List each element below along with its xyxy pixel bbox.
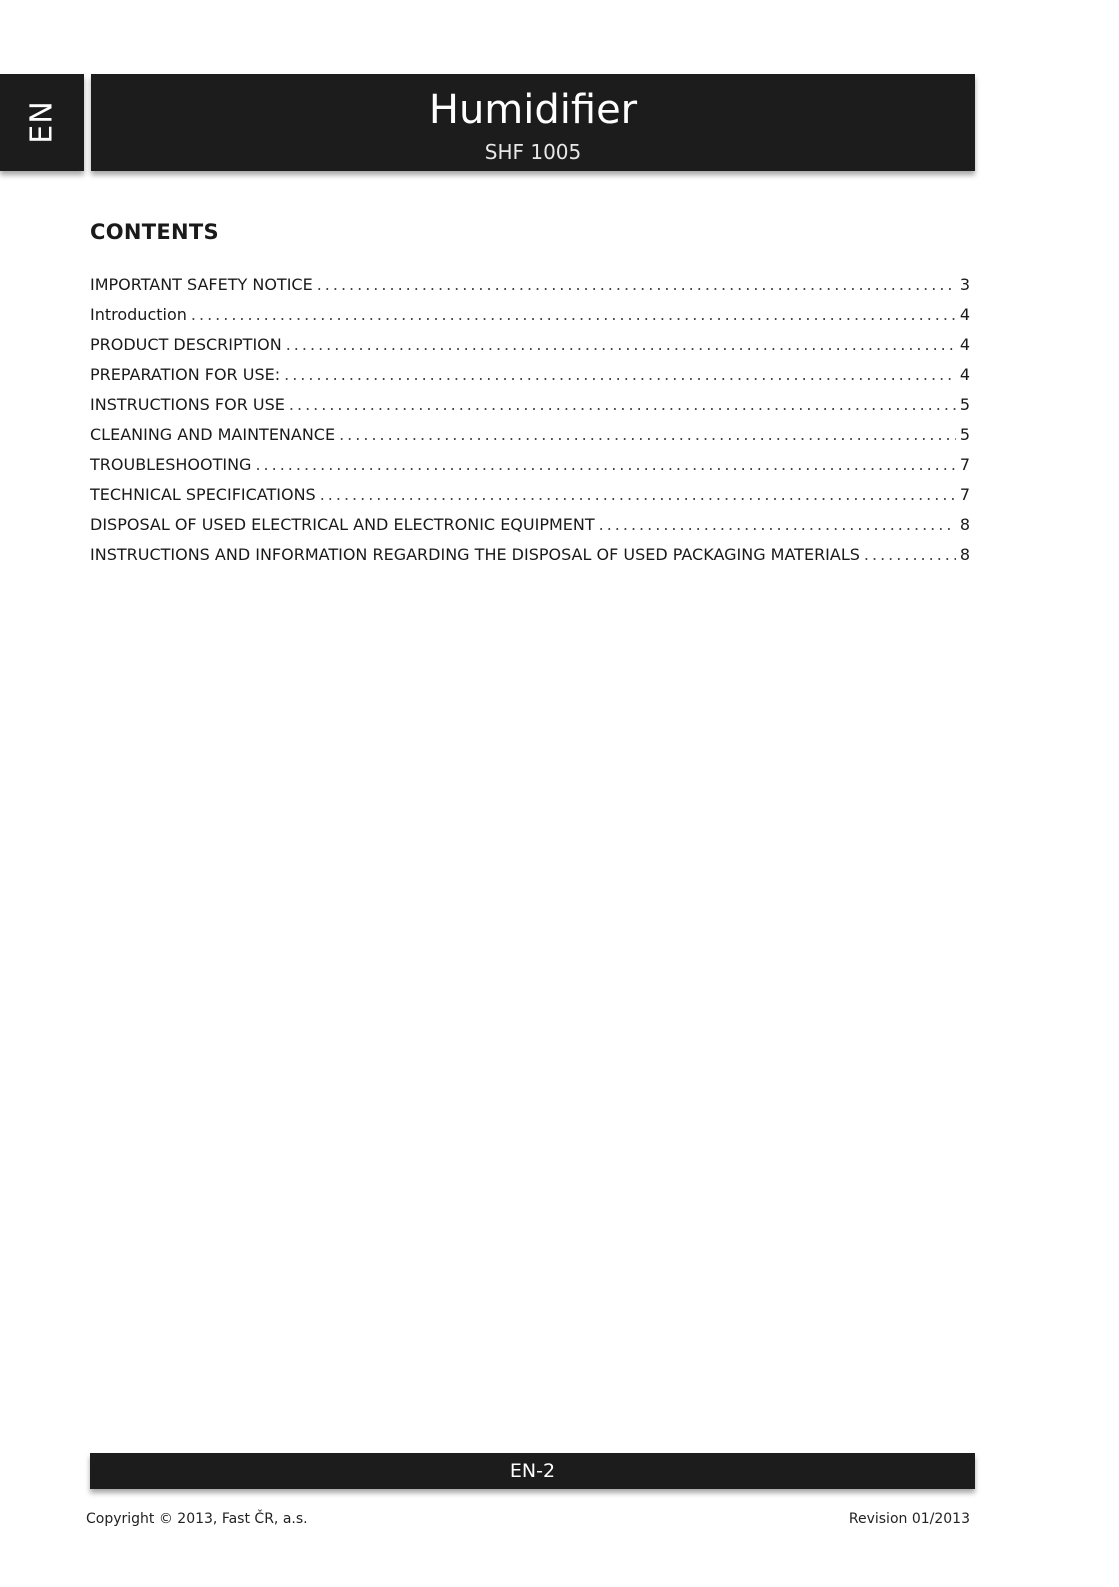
- toc-entry-page: 8: [959, 515, 970, 534]
- page-number: EN-2: [509, 1460, 556, 1482]
- toc-entry-page: 4: [959, 335, 970, 354]
- toc-dot-leader: [320, 480, 956, 510]
- toc-entry-page: 5: [959, 395, 970, 414]
- header-bar: [91, 74, 975, 171]
- toc-entry-page: 7: [959, 455, 970, 474]
- toc-dot-leader: [289, 390, 956, 420]
- toc-entry-title: PRODUCT DESCRIPTION: [90, 335, 282, 354]
- toc-dot-leader: [284, 360, 956, 390]
- table-of-contents: [90, 270, 970, 570]
- toc-dot-leader: [191, 300, 956, 330]
- toc-entry-title: TECHNICAL SPECIFICATIONS: [90, 485, 316, 504]
- toc-entry[interactable]: [90, 330, 970, 360]
- toc-dot-leader: [317, 270, 956, 300]
- toc-entry[interactable]: [90, 510, 970, 540]
- toc-entry-title: TROUBLESHOOTING: [90, 455, 252, 474]
- toc-entry[interactable]: [90, 270, 970, 300]
- toc-entry-page: 4: [959, 365, 970, 384]
- toc-dot-leader: [286, 330, 956, 360]
- toc-entry-title: INSTRUCTIONS AND INFORMATION REGARDING THE DISPOSAL OF USED PACKAGING MATERIALS: [90, 545, 860, 564]
- toc-entry-page: 7: [959, 485, 970, 504]
- toc-entry-title: DISPOSAL OF USED ELECTRICAL AND ELECTRONIC EQUIPMENT: [90, 515, 595, 534]
- toc-entry[interactable]: [90, 450, 970, 480]
- language-tab-label: EN: [24, 100, 60, 144]
- toc-dot-leader: [255, 450, 955, 480]
- footer-page-bar: [90, 1453, 975, 1489]
- toc-dot-leader: [339, 420, 956, 450]
- document-title: Humidifier: [428, 87, 638, 133]
- toc-entry[interactable]: [90, 540, 970, 570]
- toc-entry-title: IMPORTANT SAFETY NOTICE: [90, 275, 313, 294]
- document-model: SHF 1005: [484, 140, 582, 164]
- toc-entry-page: 8: [959, 545, 970, 564]
- toc-entry[interactable]: [90, 360, 970, 390]
- contents-heading: CONTENTS: [90, 220, 219, 244]
- toc-entry-page: 5: [959, 425, 970, 444]
- toc-dot-leader: [599, 510, 956, 540]
- toc-entry-title: Introduction: [90, 305, 187, 324]
- toc-entry-title: PREPARATION FOR USE:: [90, 365, 281, 384]
- toc-entry-title: INSTRUCTIONS FOR USE: [90, 395, 285, 414]
- toc-entry[interactable]: [90, 300, 970, 330]
- toc-entry[interactable]: [90, 420, 970, 450]
- toc-entry[interactable]: [90, 480, 970, 510]
- revision-label: Revision 01/2013: [848, 1511, 970, 1527]
- toc-dot-leader: [864, 540, 956, 570]
- language-tab: [0, 74, 84, 171]
- toc-entry[interactable]: [90, 390, 970, 420]
- toc-entry-page: 3: [959, 275, 970, 294]
- copyright-notice: Copyright © 2013, Fast ČR, a.s.: [86, 1511, 308, 1527]
- toc-entry-title: CLEANING AND MAINTENANCE: [90, 425, 336, 444]
- toc-entry-page: 4: [959, 305, 970, 324]
